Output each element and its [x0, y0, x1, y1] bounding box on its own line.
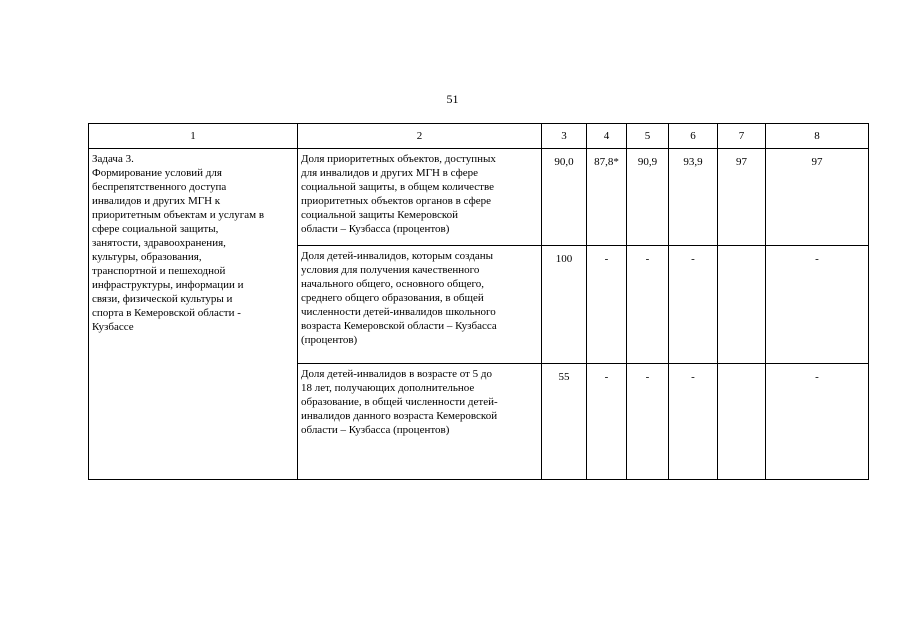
table-row	[89, 149, 869, 246]
value-cell: -	[766, 246, 869, 364]
value-cell: -	[766, 364, 869, 480]
indicator-line: условия для получения качественного	[301, 264, 480, 276]
indicator-line: образование, в общей численности детей-	[301, 396, 498, 408]
value-cell: 90,0	[542, 149, 587, 246]
header-cell: 5	[627, 124, 669, 149]
value-cell: -	[587, 246, 627, 364]
indicator-line: возраста Кемеровской области – Кузбасса	[301, 320, 497, 332]
header-cell: 6	[669, 124, 718, 149]
indicator-cell	[298, 246, 542, 364]
value-cell: 100	[542, 246, 587, 364]
task-line: инфраструктуры, информации и	[92, 279, 244, 291]
indicator-line: Доля детей-инвалидов в возрасте от 5 до	[301, 368, 492, 380]
value-cell: 55	[542, 364, 587, 480]
value-cell	[718, 364, 766, 480]
task-line: культуры, образования,	[92, 251, 202, 263]
indicator-line: 18 лет, получающих дополнительное	[301, 382, 475, 394]
indicator-cell	[298, 364, 542, 480]
indicator-line: Доля приоритетных объектов, доступных	[301, 153, 496, 165]
indicators-table	[88, 123, 869, 480]
header-cell: 1	[89, 124, 298, 149]
header-cell: 8	[766, 124, 869, 149]
task-line: транспортной и пешеходной	[92, 265, 226, 277]
task-line: Задача 3.	[92, 153, 134, 165]
value-cell: -	[627, 246, 669, 364]
indicator-line: начального общего, основного общего,	[301, 278, 484, 290]
header-cell: 3	[542, 124, 587, 149]
value-cell: -	[669, 246, 718, 364]
value-cell: 93,9	[669, 149, 718, 246]
indicator-line: численности детей-инвалидов школьного	[301, 306, 496, 318]
table-header-row	[89, 124, 869, 149]
value-cell	[718, 246, 766, 364]
value-cell: 90,9	[627, 149, 669, 246]
indicator-line: социальной защиты, в общем количестве	[301, 181, 494, 193]
page-number: 51	[446, 92, 459, 106]
indicator-line: (процентов)	[301, 334, 358, 346]
indicator-line: для инвалидов и других МГН в сфере	[301, 167, 479, 179]
task-line: занятости, здравоохранения,	[92, 237, 226, 249]
value-cell: -	[669, 364, 718, 480]
indicator-line: Доля детей-инвалидов, которым созданы	[301, 250, 494, 262]
task-line: Формирование условий для	[92, 167, 222, 179]
indicator-line: области – Кузбасса (процентов)	[301, 424, 450, 436]
task-cell	[89, 149, 298, 480]
value-cell: -	[627, 364, 669, 480]
indicator-line: инвалидов данного возраста Кемеровской	[301, 410, 498, 422]
indicator-line: области – Кузбасса (процентов)	[301, 223, 450, 235]
header-cell: 7	[718, 124, 766, 149]
value-cell: -	[587, 364, 627, 480]
value-cell: 87,8*	[587, 149, 627, 246]
task-line: сфере социальной защиты,	[92, 223, 219, 235]
task-line: спорта в Кемеровской области -	[92, 307, 241, 319]
task-line: Кузбассе	[92, 321, 134, 333]
indicator-line: среднего общего образования, в общей	[301, 292, 484, 304]
task-line: приоритетным объектам и услугам в	[92, 209, 265, 221]
value-cell: 97	[718, 149, 766, 246]
task-line: инвалидов и других МГН к	[92, 195, 221, 207]
header-cell: 2	[298, 124, 542, 149]
header-cell: 4	[587, 124, 627, 149]
indicator-cell	[298, 149, 542, 246]
task-line: связи, физической культуры и	[92, 293, 233, 305]
value-cell: 97	[766, 149, 869, 246]
indicator-line: социальной защиты Кемеровской	[301, 209, 459, 221]
task-line: беспрепятственного доступа	[92, 181, 227, 193]
indicator-line: приоритетных объектов органов в сфере	[301, 195, 491, 207]
